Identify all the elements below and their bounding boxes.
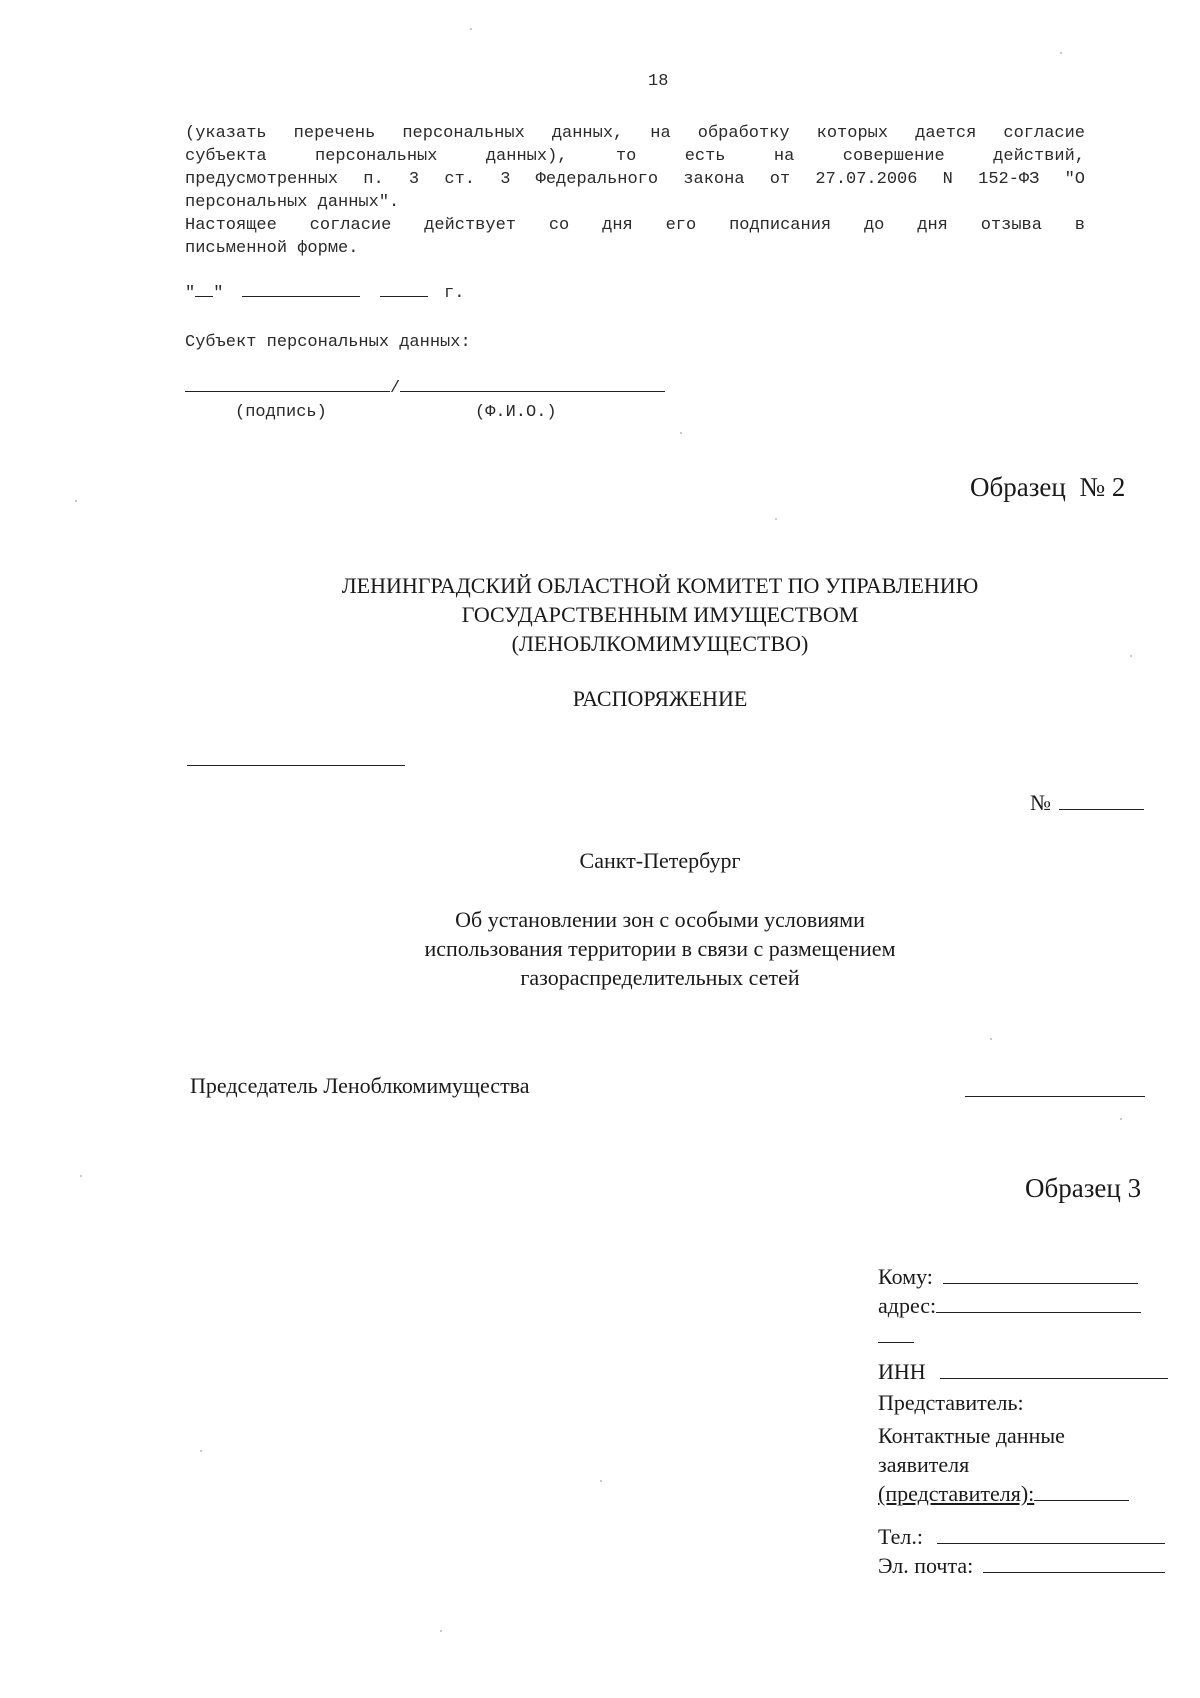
fio-caption: (Ф.И.О.) (475, 403, 557, 422)
consent-line-1: (указать перечень персональных данных, на обработку которых дается согласие (185, 124, 1085, 143)
address-blank (936, 1311, 1141, 1313)
inn-label: ИНН (878, 1359, 926, 1384)
org-line-2: ГОСУДАРСТВЕННЫМ ИМУЩЕСТВОМ (461, 602, 859, 627)
subject-line-2: использования территории в связи с размещением (424, 936, 896, 961)
number-blank (1059, 808, 1144, 810)
contacts-row (878, 1479, 1178, 1508)
date-year-suffix: г. (444, 284, 465, 303)
phone-blank (937, 1542, 1165, 1544)
email-blank (983, 1571, 1165, 1573)
sample2-number-line (1030, 790, 1144, 816)
sample2-title: Образец № 2 (970, 472, 1126, 502)
consent-date-line (185, 282, 585, 305)
to-label: Кому: (878, 1264, 933, 1289)
signature-caption: (подпись) (235, 403, 327, 422)
inn-blank (940, 1377, 1168, 1379)
consent-text-block (185, 122, 1085, 260)
fio-blank (400, 390, 665, 392)
date-day-blank (195, 295, 213, 297)
consent-line-4: персональных данных". (185, 193, 400, 212)
date-quote-open: " (185, 284, 196, 303)
email-row (878, 1551, 1178, 1580)
contacts-line-1: Контактные данные (878, 1423, 1065, 1448)
address-continuation-blank (878, 1320, 914, 1343)
to-row (878, 1262, 1178, 1291)
sample2-date-blank (187, 765, 405, 766)
signature-blank (185, 390, 390, 392)
consent-line-2: субъекта персональных данных), то есть на совершение действий, (185, 147, 1085, 166)
sample2-org-header (250, 571, 1070, 658)
page-number: 18 (648, 72, 669, 91)
consent-line-6: письменной форме. (185, 239, 359, 258)
sample3-addressee-block (878, 1262, 1178, 1580)
contacts-line-2: заявителя (878, 1452, 970, 1477)
date-year-blank (380, 295, 428, 297)
sample2-chairman: Председатель Леноблкомимущества (190, 1073, 530, 1098)
consent-subject-label: Субъект персональных данных: (185, 333, 471, 352)
subject-line-3: газораспределительных сетей (520, 965, 800, 990)
sample2-city: Санкт-Петербург (579, 848, 741, 873)
contacts-blank (1034, 1499, 1129, 1501)
subject-line-1: Об установлении зон с особыми условиями (455, 907, 865, 932)
address-row (878, 1291, 1178, 1320)
signature-slash: / (390, 379, 401, 398)
date-quote-close: " (213, 284, 224, 303)
consent-signature-line (185, 377, 705, 400)
contacts-line-3: (представителя): (878, 1481, 1035, 1506)
sample3-title: Образец 3 (1025, 1173, 1142, 1203)
consent-line-5: Настоящее согласие действует со дня его подписания до дня отзыва в (185, 216, 1085, 235)
email-label: Эл. почта: (878, 1553, 974, 1578)
phone-label: Тел.: (878, 1524, 923, 1549)
sample2-doc-type: РАСПОРЯЖЕНИЕ (572, 686, 748, 711)
date-month-blank (242, 295, 360, 297)
org-line-1: ЛЕНИНГРАДСКИЙ ОБЛАСТНОЙ КОМИТЕТ ПО УПРАВЛЕНИЮ (341, 573, 979, 598)
org-line-3: (ЛЕНОБЛКОМИМУЩЕСТВО) (511, 631, 809, 656)
sample2-subject (360, 905, 960, 992)
representative-label: Представитель: (878, 1390, 1024, 1415)
address-label: адрес: (878, 1293, 937, 1318)
number-sign: № (1030, 790, 1051, 815)
to-blank (943, 1282, 1138, 1284)
chairman-signature-blank (965, 1096, 1145, 1097)
inn-row (878, 1357, 1178, 1386)
phone-row (878, 1522, 1178, 1551)
consent-line-3: предусмотренных п. 3 ст. 3 Федерального закона от 27.07.2006 N 152-ФЗ "О (185, 170, 1085, 189)
